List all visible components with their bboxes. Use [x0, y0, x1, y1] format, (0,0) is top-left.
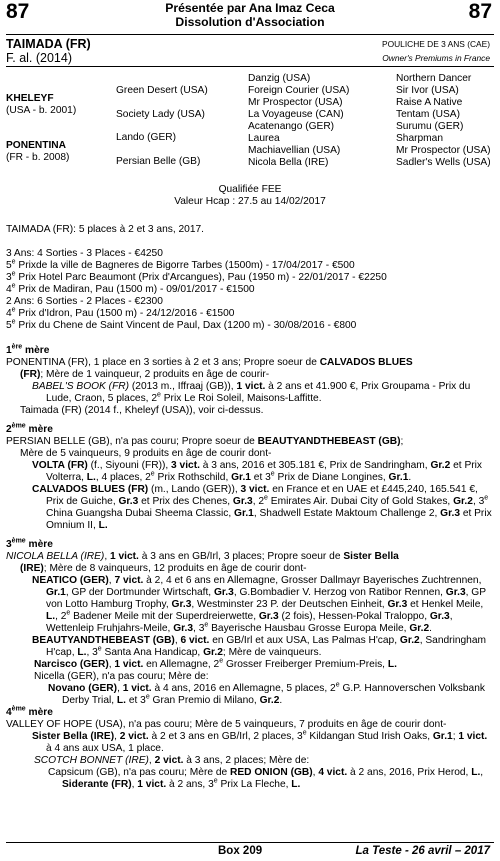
consignor-line: Présentée par Ana Imaz Ceca	[165, 1, 335, 15]
record-line: 5e Prix du Chene de Saint Vincent de Paul, Dax (1200 m) - 30/08/2016 - €800	[6, 318, 357, 331]
second-dam-text: PERSIAN BELLE (GB), n'a pas couru; Propre soeur de BEAUTYANDTHEBEAST (GB);	[6, 436, 404, 447]
gen4-ancestor: Tentam (USA)	[396, 109, 460, 120]
third-dam-produce: Nicella (GER), n'a pas couru; Mère de:	[34, 671, 209, 682]
section-first-dam: 1ère mère	[6, 343, 50, 356]
fourth-dam-produce: Capsicum (GB), n'a pas couru; Mère de RED ONION (GB), 4 vict. à 2 ans, 2016, Prix Herod, L., Siderante (FR), 1 vict. à 2 ans, 3e Prix La Fleche, L.	[48, 767, 484, 790]
gen3-ancestor: Mr Prospector (USA)	[248, 97, 343, 108]
second-dam-produce: VOLTA (FR) (f., Siyouni (FR)), 3 vict. à 3 ans, 2016 et 305.181 €, Prix de Sandringham, Gr.2 et Prix Volterra, L., 4 places, 2e Prix Rothschild, Gr.1 et 3e Prix de Diane Longines, Gr.1.	[32, 460, 482, 483]
gen3-ancestor: Acatenango (GER)	[248, 121, 335, 132]
horse-name: TAIMADA (FR)	[6, 37, 91, 51]
sale-place-date: La Teste - 26 avril – 2017	[355, 845, 490, 857]
gen4-ancestor: Surumu (GER)	[396, 121, 464, 132]
gen4-ancestor: Mr Prospector (USA)	[396, 145, 491, 156]
third-dam-text: NICOLA BELLA (IRE), 1 vict. à 3 ans en GB/Irl, 3 places; Propre soeur de Sister Bella	[6, 551, 399, 562]
second-dam-text: Mère de 5 vainqueurs, 9 produits en âge de courir dont-	[20, 448, 272, 459]
top-rule	[6, 34, 494, 35]
family-notes	[6, 345, 494, 791]
dam-name: PONENTINA	[6, 140, 66, 151]
box-number: Box 209	[218, 845, 263, 857]
section-second-dam: 2ème mère	[6, 422, 53, 435]
bottom-rule	[6, 842, 494, 843]
record-3yo-summary: 3 Ans: 4 Sorties - 3 Places - €4250	[6, 248, 163, 259]
gen3-ancestor: Nicola Bella (IRE)	[248, 157, 329, 168]
grandsire-paternal: Green Desert (USA)	[116, 85, 208, 96]
second-dam-produce: CALVADOS BLUES (FR) (m., Lando (GER)), 3 vict. en France et en UAE et £445,240, 165.541 €, Prix de Guiche, Gr.3 et Prix des Chenes, Gr.3, 2e Emirates Air. Dubai City of Gold Stakes, Gr.2, 3e China Guangsha Dubai Sheema Classic, Gr.1, Shadwell Estate Maktoum Challenge 2, Gr.3 et Prix Omnium II, L.	[32, 484, 492, 531]
record-summary: TAIMADA (FR): 5 places à 2 et 3 ans, 2017.	[6, 224, 204, 235]
sire-note: (USA - b. 2001)	[6, 105, 77, 116]
spacer	[6, 532, 494, 539]
gen4-ancestor: Northern Dancer	[396, 73, 472, 84]
gen3-ancestor: Foreign Courier (USA)	[248, 85, 350, 96]
first-dam-produce: Taimada (FR) (2014 f., Kheleyf (USA)), voir ci-dessus.	[20, 405, 264, 416]
race-record	[6, 224, 494, 332]
gen4-ancestor: Sharpman	[396, 133, 444, 144]
fourth-dam-produce: SCOTCH BONNET (IRE), 2 vict. à 3 ans, 2 places; Mère de:	[34, 755, 310, 766]
first-dam-produce: BABEL'S BOOK (FR) (2013 m., Iffraaj (GB)), 1 vict. à 2 ans et 41.900 €, Prix Groupama - Prix du Lude, Craon, 5 places, 2e Prix Le Roi Soleil, Maisons-Laffitte.	[32, 381, 471, 404]
third-dam-produce: Narcisco (GER), 1 vict. en Allemagne, 2e Grosser Freiberger Premium-Preis, L.	[34, 657, 397, 670]
granddam-paternal: Society Lady (USA)	[116, 109, 205, 120]
third-dam-produce: BEAUTYANDTHEBEAST (GB), 6 vict. en GB/Irl et aux USA, Las Palmas H'cap, Gr.2, Sandringham H'cap, L., 3e Santa Ana Handicap, Gr.2; Mère de vainqueurs.	[32, 635, 486, 658]
consignor-note: Dissolution d'Association	[175, 15, 325, 29]
record-2yo-summary: 2 Ans: 6 Sorties - 2 Places - €2300	[6, 296, 163, 307]
sire-name: KHELEYF	[6, 93, 54, 104]
fourth-dam-produce: Sister Bella (IRE), 2 vict. à 2 et 3 ans en GB/Irl, 2 places, 3e Kildangan Stud Irish Oaks, Gr.1; 1 vict. à 4 ans aux USA, 1 place.	[32, 729, 488, 754]
record-line: 3e Prix Hotel Parc Beaumont (Prix d'Arcangues), Pau (1950 m) - 22/01/2017 - €2250	[6, 270, 387, 283]
record-line: 4e Prix de Madiran, Pau (1500 m) - 09/01/2017 - €1500	[6, 282, 255, 295]
lot-number-left: 87	[6, 0, 30, 23]
first-dam-text: PONENTINA (FR), 1 place en 3 sorties à 2 et 3 ans; Propre soeur de CALVADOS BLUES	[6, 357, 413, 368]
gen3-ancestor: Laurea	[248, 133, 280, 144]
gen4-ancestor: Sadler's Wells (USA)	[396, 157, 491, 168]
section-fourth-dam: 4ème mère	[6, 705, 53, 718]
gen3-ancestor: Danzig (USA)	[248, 73, 311, 84]
spacer	[6, 236, 494, 248]
gen3-ancestor: Machiavellian (USA)	[248, 145, 341, 156]
consignor-header	[100, 1, 400, 29]
first-dam-text: (FR); Mère de 1 vainqueur, 2 produits en âge de courir-	[20, 369, 270, 380]
owners-premiums-note: Owner's Premiums in France	[382, 53, 490, 63]
grandsire-maternal: Lando (GER)	[116, 132, 177, 143]
record-line: 4e Prix d'Idron, Pau (1500 m) - 24/12/2016 - €1500	[6, 306, 235, 319]
horse-description: F. al. (2014)	[6, 51, 73, 65]
gen4-ancestor: Raise A Native	[396, 97, 463, 108]
fourth-dam-text: VALLEY OF HOPE (USA), n'a pas couru; Mère de 5 vainqueurs, 7 produits en âge de courir dont-	[6, 719, 447, 730]
lot-number-right: 87	[468, 0, 492, 23]
qualification-label: Qualifiée FEE	[218, 184, 282, 195]
granddam-maternal: Persian Belle (GB)	[116, 156, 201, 167]
qualification-block	[60, 184, 440, 208]
third-dam-produce: Novano (GER), 1 vict. à 4 ans, 2016 en Allemagne, 5 places, 2e G.P. Hannoverschen Volksbank Derby Trial, L. et 3e Gran Premio di Milano, Gr.2.	[48, 681, 485, 706]
section-third-dam: 3ème mère	[6, 537, 53, 550]
dam-note: (FR - b. 2008)	[6, 152, 70, 163]
handicap-value: Valeur Hcap : 27.5 au 14/02/2017	[174, 196, 326, 207]
third-dam-produce: NEATICO (GER), 7 vict. à 2, 4 et 6 ans en Allemagne, Grosser Dallmayr Bayerisches Zuchtrennen, Gr.1, GP der Dortmunder Wirtschaft, Gr.3, G.Bombadier V. Herzog von Ratibor Rennen, Gr.3, GP von Lotto Hamburg Trophy, Gr.3, Westminster 23 P. der Deutschen Einheit, Gr.3 et Henkel Meile, L., 2e Badener Meile mit der Superdreierwette, Gr.3 (2 fois), Hessen-Pokal Traloppo, Gr.3, Wettenleip Fruhjahrs-Meile, Gr.3, 3e Bayerische Hausbau Grosse Europa Meile, Gr.2.	[32, 575, 486, 634]
spacer	[6, 417, 494, 424]
gen3-ancestor: La Voyageuse (CAN)	[248, 109, 344, 120]
pedigree-rule	[6, 66, 494, 67]
third-dam-text: (IRE); Mère de 8 vainqueurs, 12 produits en âge de courir dont-	[20, 563, 307, 574]
sex-age-label: POULICHE DE 3 ANS (CAE)	[382, 39, 490, 49]
record-line: 5e Prixde la ville de Bagneres de Bigorre Tarbes (1500m) - 17/04/2017 - €500	[6, 258, 355, 271]
gen4-ancestor: Sir Ivor (USA)	[396, 85, 459, 96]
